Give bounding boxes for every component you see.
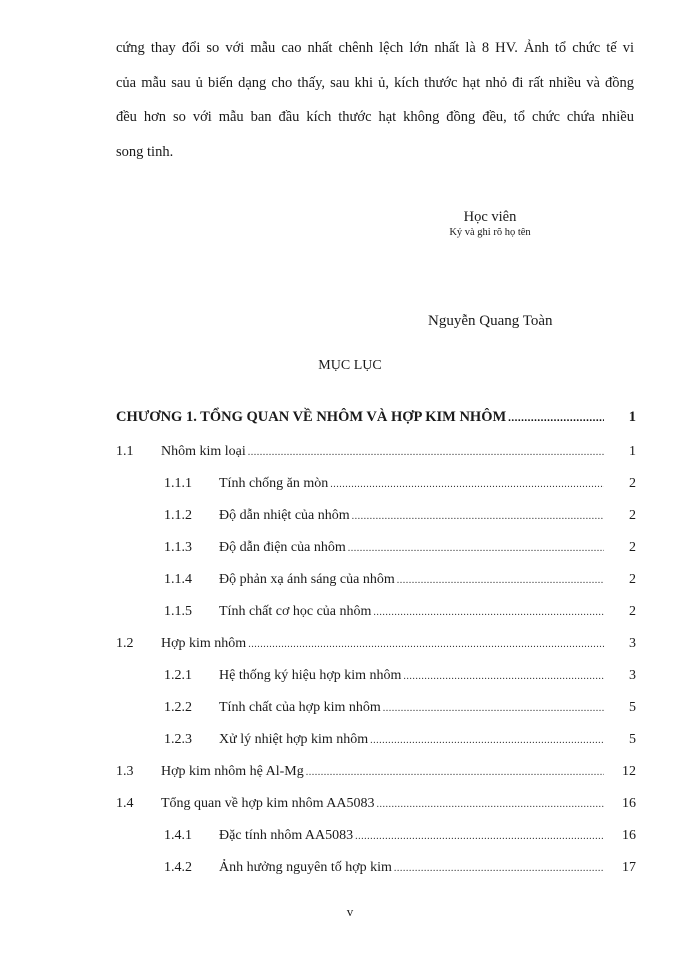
toc-entry-page: 3 [629, 636, 636, 651]
paragraph-line-4: song tinh. [116, 144, 174, 160]
toc-entry-page: 17 [622, 860, 636, 875]
toc-leader [508, 412, 604, 424]
toc-entry-number: 1.1 [116, 444, 134, 459]
toc-entry[interactable] [164, 508, 636, 524]
toc-entry-number: 1.1.5 [164, 604, 192, 619]
toc-leader [394, 863, 604, 874]
toc-entry[interactable] [164, 604, 636, 620]
toc-entry-number: 1.4.1 [164, 828, 192, 843]
toc-entry-label: Độ dẫn điện của nhôm [219, 540, 346, 555]
signature-title: Học viên [463, 209, 517, 225]
toc-entry[interactable] [116, 796, 636, 812]
toc-entry-label: Tính chất của hợp kim nhôm [219, 700, 381, 715]
toc-entry-page: 5 [629, 700, 636, 715]
toc-leader [373, 607, 604, 618]
toc-leader [348, 543, 604, 554]
toc-entry[interactable] [164, 476, 636, 492]
toc-entry[interactable] [164, 572, 636, 588]
toc-entry-label: Tổng quan về hợp kim nhôm AA5083 [161, 796, 375, 811]
toc-entry-label: Tính chống ăn mòn [219, 476, 329, 491]
toc-entry-page: 16 [622, 828, 636, 843]
toc-entry-page: 2 [629, 508, 636, 523]
toc-entry[interactable] [164, 732, 636, 748]
toc-leader [397, 575, 604, 586]
toc-leader [248, 447, 604, 458]
toc-entry-page: 1 [629, 444, 636, 459]
page-number: v [346, 904, 354, 919]
toc-leader [330, 479, 604, 490]
toc-entry-label: Nhôm kim loại [161, 444, 246, 459]
signature-subtitle: Ký và ghi rõ họ tên [449, 227, 531, 238]
toc-entry-label: Hệ thống ký hiệu hợp kim nhôm [219, 668, 402, 683]
toc-entry-label: Độ phản xạ ánh sáng của nhôm [219, 572, 395, 587]
toc-entry-label: Đặc tính nhôm AA5083 [219, 828, 354, 843]
toc-entry-label: Xử lý nhiệt hợp kim nhôm [219, 732, 369, 747]
toc-entry-page: 12 [622, 764, 636, 779]
toc-leader [248, 639, 604, 650]
toc-entry-page: 2 [629, 604, 636, 619]
toc-entry-number: 1.2.1 [164, 668, 192, 683]
toc-entry[interactable] [164, 860, 636, 876]
toc-entry[interactable] [164, 668, 636, 684]
toc-leader [383, 703, 604, 714]
paragraph-line-1: cứng thay đổi so với mẫu cao nhất chênh lệch lớn nhất là 8 HV. Ảnh tổ chức tế vi [116, 40, 634, 56]
toc-entry[interactable] [164, 540, 636, 556]
toc-entry-number: 1.3 [116, 764, 134, 779]
toc-entry-number: 1.1.4 [164, 572, 192, 587]
toc-entry-page: 16 [622, 796, 636, 811]
toc-entry[interactable] [116, 444, 636, 460]
toc-entry[interactable] [164, 700, 636, 716]
paragraph-line-2: của mẫu sau ủ biến dạng cho thấy, sau khi ủ, kích thước hạt nhỏ đi rất nhiều và đồng [116, 75, 634, 91]
toc-entry-page: 3 [629, 668, 636, 683]
toc-leader [377, 799, 605, 810]
toc-entry-number: 1.4.2 [164, 860, 192, 875]
toc-entry-page: 2 [629, 540, 636, 555]
toc-entry[interactable] [116, 636, 636, 652]
toc-title: MỤC LỤC [318, 358, 382, 373]
paragraph-line-3: đều hơn so với mẫu ban đầu kích thước hạt không đồng đều, tổ chức chứa nhiều [116, 109, 634, 125]
toc-entry-number: 1.1.3 [164, 540, 192, 555]
toc-entry-page: 1 [628, 409, 636, 425]
toc-entry-page: 2 [629, 572, 636, 587]
toc-entry-page: 5 [629, 732, 636, 747]
toc-entry-number: 1.2.3 [164, 732, 192, 747]
toc-entry-page: 2 [629, 476, 636, 491]
toc-entry-number: 1.4 [116, 796, 134, 811]
toc-entry-label: Hợp kim nhôm hệ Al-Mg [161, 764, 304, 779]
toc-entry-number: 1.1.2 [164, 508, 192, 523]
toc-entry-label: Ảnh hưởng nguyên tố hợp kim [219, 860, 392, 875]
toc-entry-label: Độ dẫn nhiệt của nhôm [219, 508, 350, 523]
toc-leader [355, 831, 604, 842]
toc-entry[interactable] [164, 828, 636, 844]
toc-entry-chapter-1[interactable] [116, 409, 636, 426]
toc-entry-number: 1.1.1 [164, 476, 192, 491]
toc-leader [370, 735, 604, 746]
toc-entry[interactable] [116, 764, 636, 780]
toc-entry-label: Hợp kim nhôm [161, 636, 247, 651]
signature-name: Nguyễn Quang Toàn [428, 313, 553, 329]
toc-entry-label: CHƯƠNG 1. TỔNG QUAN VỀ NHÔM VÀ HỢP KIM NHÔM [116, 409, 507, 425]
toc-entry-number: 1.2 [116, 636, 134, 651]
toc-leader [403, 671, 604, 682]
toc-leader [352, 511, 604, 522]
toc-entry-label: Tính chất cơ học của nhôm [219, 604, 372, 619]
toc-leader [306, 767, 604, 778]
toc-entry-number: 1.2.2 [164, 700, 192, 715]
